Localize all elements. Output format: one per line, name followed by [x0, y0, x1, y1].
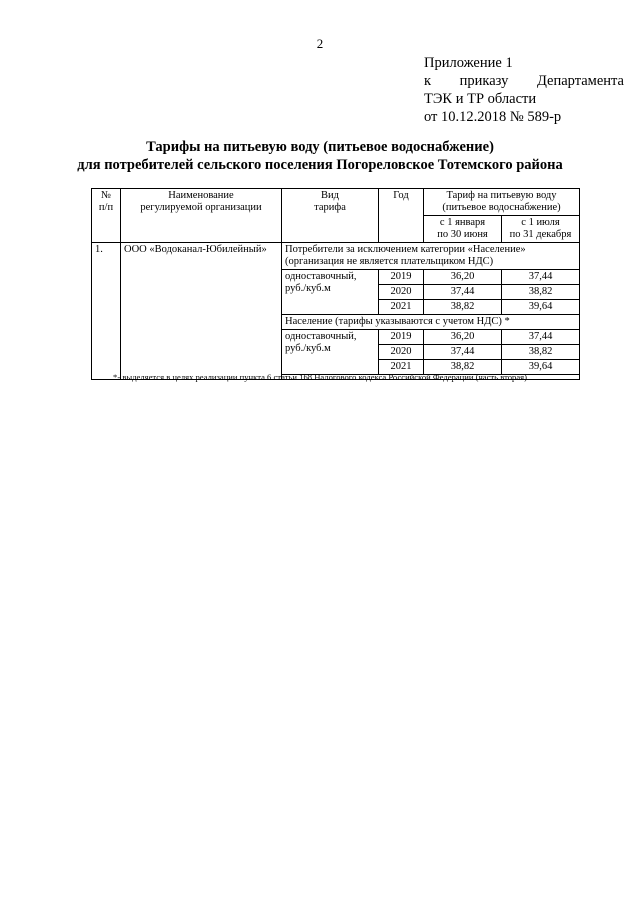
tariff-h1-cell: 37,44 — [424, 345, 502, 360]
tariff-h2-cell: 38,82 — [502, 285, 580, 300]
appendix-line-1: Приложение 1 — [424, 55, 513, 71]
tariff-h2-cell: 38,82 — [502, 345, 580, 360]
tariff-h1-cell: 38,82 — [424, 300, 502, 315]
tariff-type: одноставочный, руб./куб.м — [282, 330, 379, 375]
year-cell: 2019 — [379, 330, 424, 345]
header-tariff: Тариф на питьевую воду (питьевое водоснабжение) — [424, 189, 580, 216]
tariff-h2-cell: 39,64 — [502, 360, 580, 375]
footnote: *- выделяется в целях реализации пункта 6 статьи 168 Налогового кодекса Российской Федерации (часть вторая) — [113, 372, 527, 382]
appendix-line-2: к приказу Департамента — [424, 73, 624, 89]
organization-name: ООО «Водоканал-Юбилейный» — [121, 243, 282, 380]
header-year: Год — [379, 189, 424, 243]
year-cell: 2020 — [379, 345, 424, 360]
title-line-2: для потребителей сельского поселения Погореловское Тотемского района — [77, 157, 563, 173]
year-cell: 2020 — [379, 285, 424, 300]
tariff-h2-cell: 37,44 — [502, 270, 580, 285]
table-row — [92, 243, 580, 270]
header-period-1: с 1 января по 30 июня — [424, 216, 502, 243]
tariff-h1-cell: 37,44 — [424, 285, 502, 300]
tariff-type: одноставочный, руб./куб.м — [282, 270, 379, 315]
group-label: Население (тарифы указываются с учетом НДС) * — [282, 315, 580, 330]
document-title — [0, 138, 640, 174]
tariff-h2-cell: 37,44 — [502, 330, 580, 345]
page-number: 2 — [316, 36, 324, 51]
year-cell: 2021 — [379, 360, 424, 375]
tariff-h2-cell: 39,64 — [502, 300, 580, 315]
header-organization: Наименование регулируемой организации — [121, 189, 282, 243]
tariff-h1-cell: 36,20 — [424, 270, 502, 285]
row-number: 1. — [92, 243, 121, 380]
appendix-line-3: ТЭК и ТР области — [424, 91, 537, 107]
year-cell: 2019 — [379, 270, 424, 285]
appendix-line-4: от 10.12.2018 № 589-р — [424, 109, 562, 125]
table-header-row — [92, 189, 580, 216]
year-cell: 2021 — [379, 300, 424, 315]
header-tariff-type: Вид тарифа — [282, 189, 379, 243]
appendix-block — [424, 54, 624, 126]
header-num: № п/п — [92, 189, 121, 243]
title-line-1: Тарифы на питьевую воду (питьевое водоснабжение) — [146, 139, 494, 155]
tariff-table — [91, 188, 580, 380]
group-label: Потребители за исключением категории «Население» (организация не является плательщиком НДС) — [282, 243, 580, 270]
tariff-h1-cell: 36,20 — [424, 330, 502, 345]
header-period-2: с 1 июля по 31 декабря — [502, 216, 580, 243]
tariff-h1-cell: 38,82 — [424, 360, 502, 375]
